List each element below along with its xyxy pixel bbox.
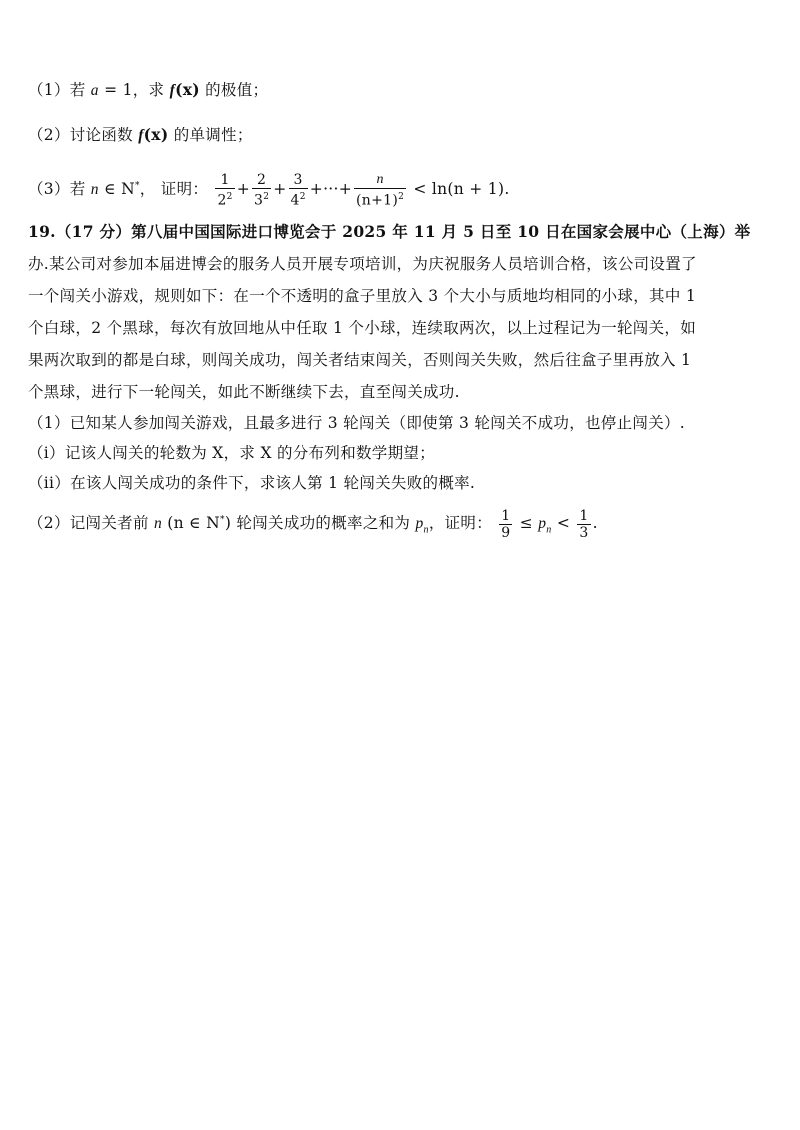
paren-close: ) — [224, 514, 232, 533]
func-arg: (x) — [175, 80, 200, 99]
sub-n: n — [546, 524, 552, 536]
q18-part1-eq: = 1，求 — [98, 81, 170, 99]
var-p: p — [538, 515, 547, 533]
q19-sub1-i: （i）记该人闯关的轮数为 X，求 X 的分布列和数学期望； — [28, 444, 436, 462]
prove-label: ，证明： — [428, 514, 493, 533]
period: . — [592, 514, 598, 533]
q18-part2-label: （2）讨论函数 — [28, 126, 139, 144]
set-N: ∈ N — [98, 180, 135, 199]
q19-line-4: 个白球，2 个黑球，每次有放回地从中任取 1 个小球，连续取两次，以上过程记为一轮闯关，如 — [28, 319, 697, 337]
q19-line-2: 办.某公司对参加本届进博会的服务人员开展专项培训，为庆祝服务人员培训合格，该公司设置了 — [28, 255, 697, 273]
q18-part1-label: （1）若 — [28, 81, 91, 99]
leq-sign: ≤ — [514, 514, 539, 533]
q18-part2-tail: 的单调性； — [168, 126, 253, 144]
var-n: n — [90, 181, 99, 199]
q19-sub2-mid: 轮闯关成功的概率之和为 — [231, 514, 416, 533]
q19-sub1-ii: （ii）在该人闯关成功的条件下，求该人第 1 轮闯关失败的概率. — [28, 474, 476, 492]
lt-sign: < — [551, 514, 576, 533]
fraction-term-3: $\frac{3}{4^2}$ — [290, 171, 306, 209]
fraction-term-2: $\frac{2}{3^2}$ — [253, 171, 270, 209]
fraction-term-last: $\frac{n}{(n+1)^2}$ — [356, 171, 405, 209]
q18-part3: （3）若 n ∈ N*， 证明： $\frac{1}{2^2}$ + $\frac{2}{3^2}$ + $\frac{3}{4^2}$ +···+ $\frac{n}{(n+1)^2}$ < ln(n + 1). — [28, 171, 510, 209]
func-f: f — [169, 82, 176, 99]
star-sup: * — [134, 181, 140, 191]
q19-line-1: 19.（17 分）第八届中国国际进口博览会于 2025 年 11 月 5 日至 10 日在国家会展中心（上海）举 — [28, 222, 751, 241]
q19-line-3: 一个闯关小游戏，规则如下：在一个不透明的盒子里放入 3 个大小与质地均相同的小球，其中 1 — [28, 287, 697, 305]
fraction-term-1: $\frac{1}{2^2}$ — [217, 171, 233, 209]
fraction-one-ninth: $\frac{1}{9}$ — [501, 507, 511, 541]
q19-line-6: 个黑球，进行下一轮闯关，如此不断继续下去，直至闯关成功. — [28, 383, 460, 401]
func-f: f — [138, 127, 144, 144]
prove-label: ， 证明： — [139, 180, 209, 199]
q19-sub2 — [28, 500, 728, 540]
q19-line-5: 果两次取到的都是白球，则闯关成功，闯关者结束闯关，否则闯关失败，然后往盒子里再放入 1 — [28, 351, 692, 369]
q18-part3-label: （3）若 — [28, 180, 91, 199]
q18-part1 — [28, 80, 728, 101]
inequality-rhs: < ln(n + 1). — [408, 180, 510, 199]
fraction-one-third: $\frac{1}{3}$ — [579, 507, 589, 541]
ellipsis: +···+ — [309, 180, 353, 199]
func-arg: (x) — [143, 125, 169, 144]
q19-sub2-prefix: （2）记闯关者前 — [28, 514, 154, 533]
var-a: a — [90, 82, 99, 99]
star-sup: * — [220, 515, 225, 525]
q18-part2 — [28, 125, 728, 146]
var-p: p — [415, 515, 424, 533]
sub-n: n — [423, 524, 429, 536]
q19-sub1: （1）已知某人参加闯关游戏，且最多进行 3 轮闯关（即使第 3 轮闯关不成功，也停止闯关）. — [28, 414, 686, 432]
var-n: n — [154, 515, 163, 533]
set-N: (n ∈ N — [162, 514, 221, 533]
q18-part1-tail: 的极值； — [199, 81, 269, 99]
